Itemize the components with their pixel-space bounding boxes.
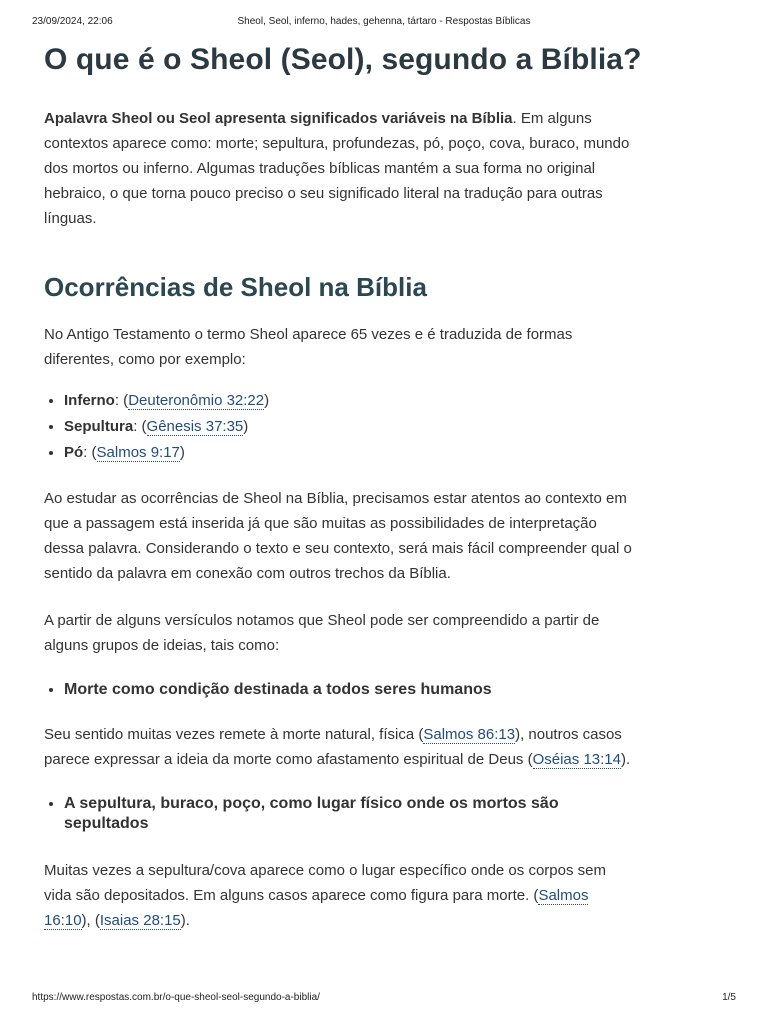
topic2-paragraph — [44, 858, 634, 933]
separator-text: ) — [243, 418, 249, 435]
page-number: 1/5 — [722, 992, 736, 1003]
bible-ref-link[interactable]: Salmos 16:10 — [44, 887, 589, 929]
paragraph-text: ). — [620, 751, 631, 768]
topic-list-1 — [44, 680, 634, 700]
bible-ref-link[interactable]: Gênesis 37:35 — [146, 418, 244, 435]
bible-ref-link[interactable]: Deuteronômio 32:22 — [128, 392, 265, 409]
ot-paragraph: No Antigo Testamento o termo Sheol aparece 65 vezes e é traduzida de formas diferentes, como por exemplo: — [44, 326, 573, 368]
intro-paragraph — [44, 106, 634, 231]
separator-text: : ( — [133, 418, 147, 435]
separator-text: : ( — [114, 392, 129, 409]
article-title: O que é o Sheol (Seol), segundo a Bíblia? — [44, 43, 642, 76]
groups-paragraph: A partir de alguns versículos notamos que Sheol pode ser compreendido a partir de alguns grupos de ideias, tais como: — [44, 612, 600, 654]
list-item — [64, 440, 634, 466]
paragraph-text: Muitas vezes a sepultura/cova aparece como o lugar específico onde os corpos sem vida são depositados. Em alguns casos aparece como figura para morte. ( — [44, 862, 606, 904]
topic-heading: • A sepultura, buraco, poço, como lugar físico onde os mortos são sepultados — [64, 794, 634, 834]
bible-ref-link[interactable]: Isaias 28:15 — [99, 912, 181, 929]
topic1-paragraph — [44, 722, 634, 772]
bible-ref-link[interactable]: Salmos 9:17 — [96, 444, 180, 461]
print-header — [32, 16, 736, 30]
paragraph-text: ), noutros casos parece expressar a ideia da morte como afastamento espiritual de Deus ( — [44, 726, 622, 768]
article — [44, 38, 642, 933]
topic-list-2 — [44, 794, 634, 834]
intro-bold-text: Apalavra Sheol ou Seol apresenta significados variáveis na Bíblia — [44, 110, 513, 127]
paragraph-text: ). — [180, 912, 190, 929]
occurrence-term: Sepultura — [64, 418, 134, 435]
paragraph-text: ), ( — [81, 912, 100, 929]
list-item — [64, 414, 634, 440]
occurrence-term: Inferno — [64, 392, 115, 409]
context-paragraph: Ao estudar as ocorrências de Sheol na Bíblia, precisamos estar atentos ao contexto em que a passagem está inserida já que são muitas as possibilidades de interpretação dessa palavra. Considerando o texto e seu contexto, será mais fácil compreender qual o sentido da palavra em conexão com outros trechos da Bíblia. — [44, 490, 632, 582]
topic-heading: • Morte como condição destinada a todos seres humanos — [64, 680, 634, 700]
bible-ref-link[interactable]: Salmos 86:13 — [423, 726, 516, 743]
separator-text: ) — [264, 392, 270, 409]
list-item — [64, 388, 634, 414]
intro-text: . Em alguns contextos aparece como: morte; sepultura, profundezas, pó, poço, cova, buraco, mundo dos mortos ou inferno. Algumas traduções bíblicas mantém a sua forma no original hebraico, o que torna pouco preciso o seu significado literal na tradução para outras línguas. — [44, 110, 630, 227]
print-datetime: 23/09/2024, 22:06 — [32, 16, 113, 27]
paragraph-text: Seu sentido muitas vezes remete à morte natural, física ( — [44, 726, 424, 743]
print-footer — [32, 992, 736, 1006]
occurrence-list — [44, 388, 634, 466]
print-page-title: Sheol, Seol, inferno, hades, gehenna, tártaro - Respostas Bíblicas — [237, 16, 531, 27]
bible-ref-link[interactable]: Oséias 13:14 — [532, 751, 621, 768]
separator-text: ) — [179, 444, 185, 461]
section-heading: Ocorrências de Sheol na Bíblia — [44, 272, 427, 302]
separator-text: : ( — [83, 444, 97, 461]
print-url: https://www.respostas.com.br/o-que-sheol-seol-segundo-a-biblia/ — [32, 992, 320, 1003]
occurrence-term: Pó — [64, 444, 84, 461]
